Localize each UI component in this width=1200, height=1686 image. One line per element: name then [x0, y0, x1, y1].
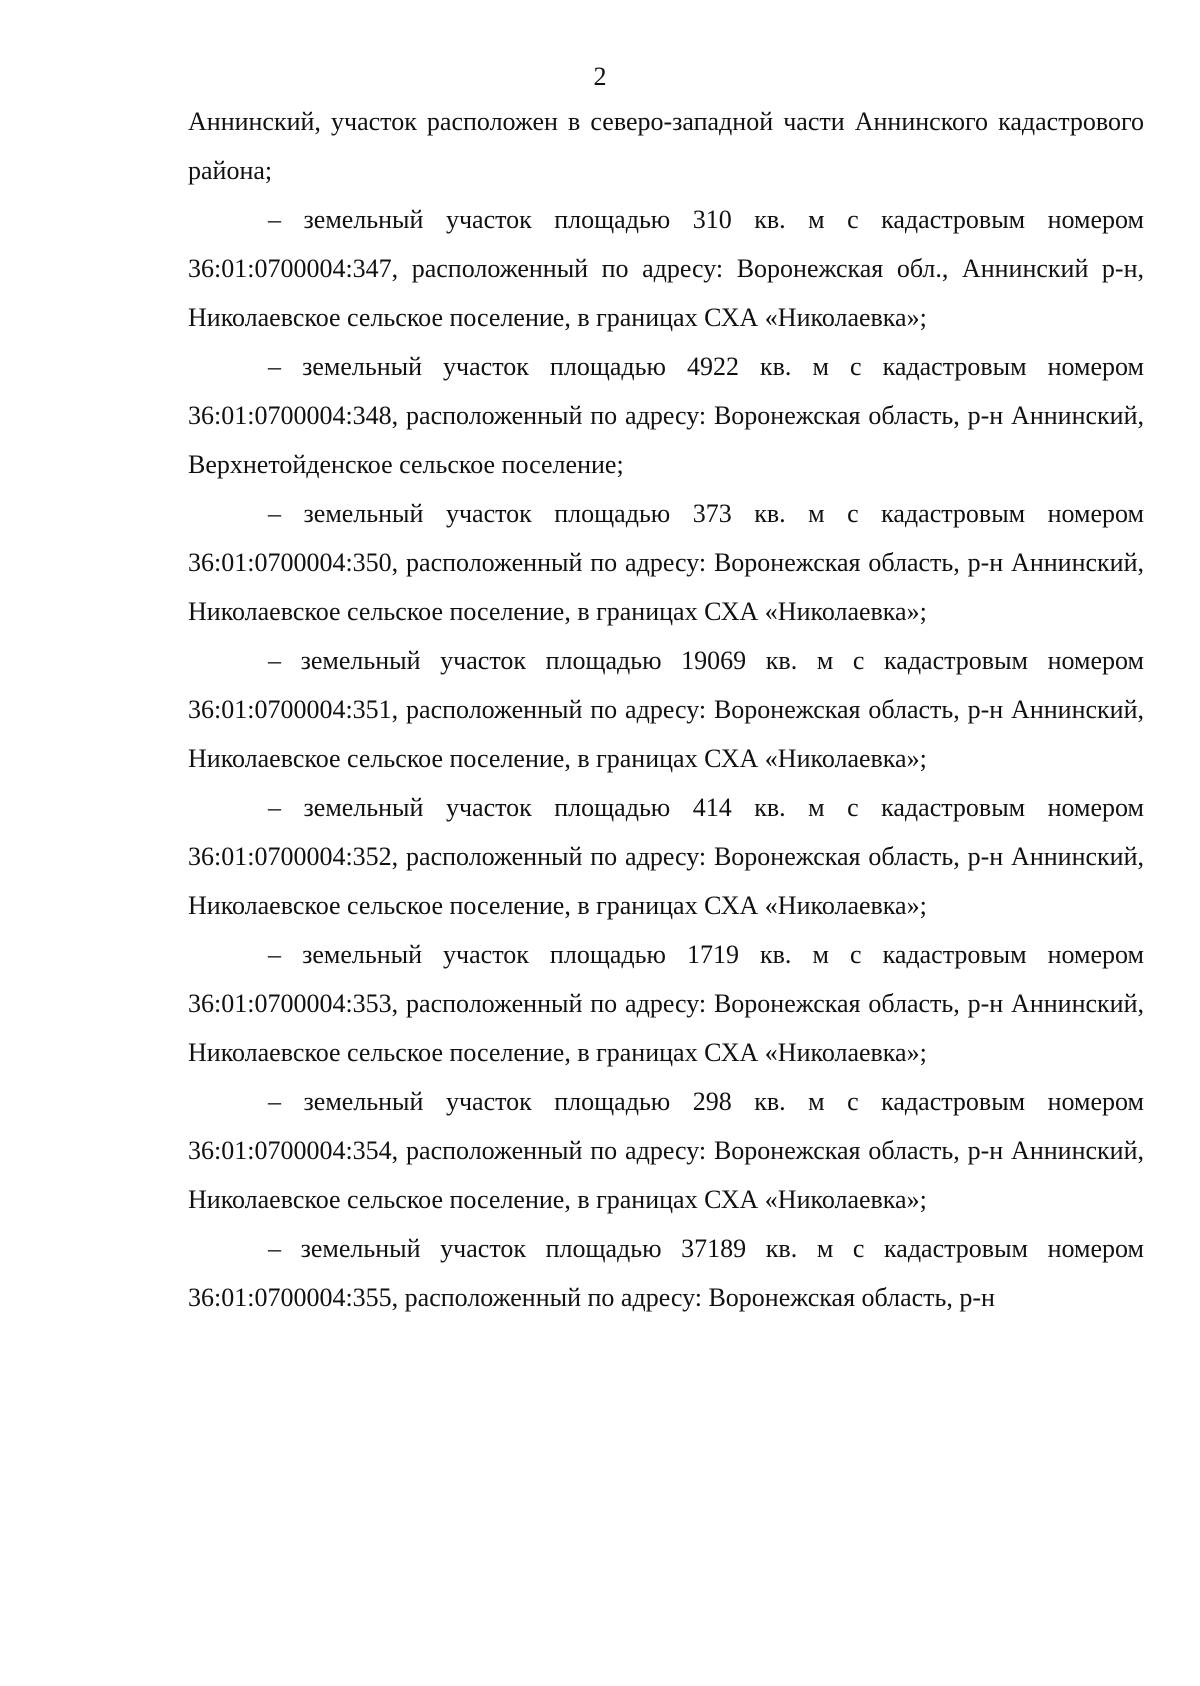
list-item-text: – земельный участок площадью 310 кв. м с кадастровым номером 36:01:0700004:347, расположенный по адресу: Воронежская обл., Аннинский р-н, Николаевское сельское поселение, в границах СХА «Николаевка»;: [188, 205, 1144, 332]
document-body: [188, 97, 1144, 1322]
list-item: [188, 1077, 1144, 1224]
list-item: [188, 195, 1144, 342]
list-item-text: – земельный участок площадью 19069 кв. м с кадастровым номером 36:01:0700004:351, расположенный по адресу: Воронежская область, р-н Аннинский, Николаевское сельское поселение, в границах СХА «Николаевка»;: [188, 646, 1144, 773]
list-item-text: – земельный участок площадью 373 кв. м с кадастровым номером 36:01:0700004:350, расположенный по адресу: Воронежская область, р-н Аннинский, Николаевское сельское поселение, в границах СХА «Николаевка»;: [188, 499, 1144, 626]
list-item-text: – земельный участок площадью 414 кв. м с кадастровым номером 36:01:0700004:352, расположенный по адресу: Воронежская область, р-н Аннинский, Николаевское сельское поселение, в границах СХА «Николаевка»;: [188, 793, 1144, 920]
paragraph-continuation: Аннинский, участок расположен в северо-западной части Аннинского кадастрового района;: [188, 107, 1144, 185]
list-item: [188, 930, 1144, 1077]
list-item-text: – земельный участок площадью 4922 кв. м с кадастровым номером 36:01:0700004:348, расположенный по адресу: Воронежская область, р-н Аннинский, Верхнетойденское сельское поселение;: [188, 352, 1144, 479]
list-item: [188, 783, 1144, 930]
list-item: [188, 636, 1144, 783]
list-item-text: – земельный участок площадью 298 кв. м с кадастровым номером 36:01:0700004:354, расположенный по адресу: Воронежская область, р-н Аннинский, Николаевское сельское поселение, в границах СХА «Николаевка»;: [188, 1087, 1144, 1214]
list-item: [188, 1224, 1144, 1322]
list-item-text: – земельный участок площадью 1719 кв. м с кадастровым номером 36:01:0700004:353, расположенный по адресу: Воронежская область, р-н Аннинский, Николаевское сельское поселение, в границах СХА «Николаевка»;: [188, 940, 1144, 1067]
list-item: [188, 342, 1144, 489]
page-number: 2: [593, 62, 607, 91]
list-item: [188, 489, 1144, 636]
list-item-text: – земельный участок площадью 37189 кв. м с кадастровым номером 36:01:0700004:355, расположенный по адресу: Воронежская область, р-н: [188, 1234, 1144, 1312]
